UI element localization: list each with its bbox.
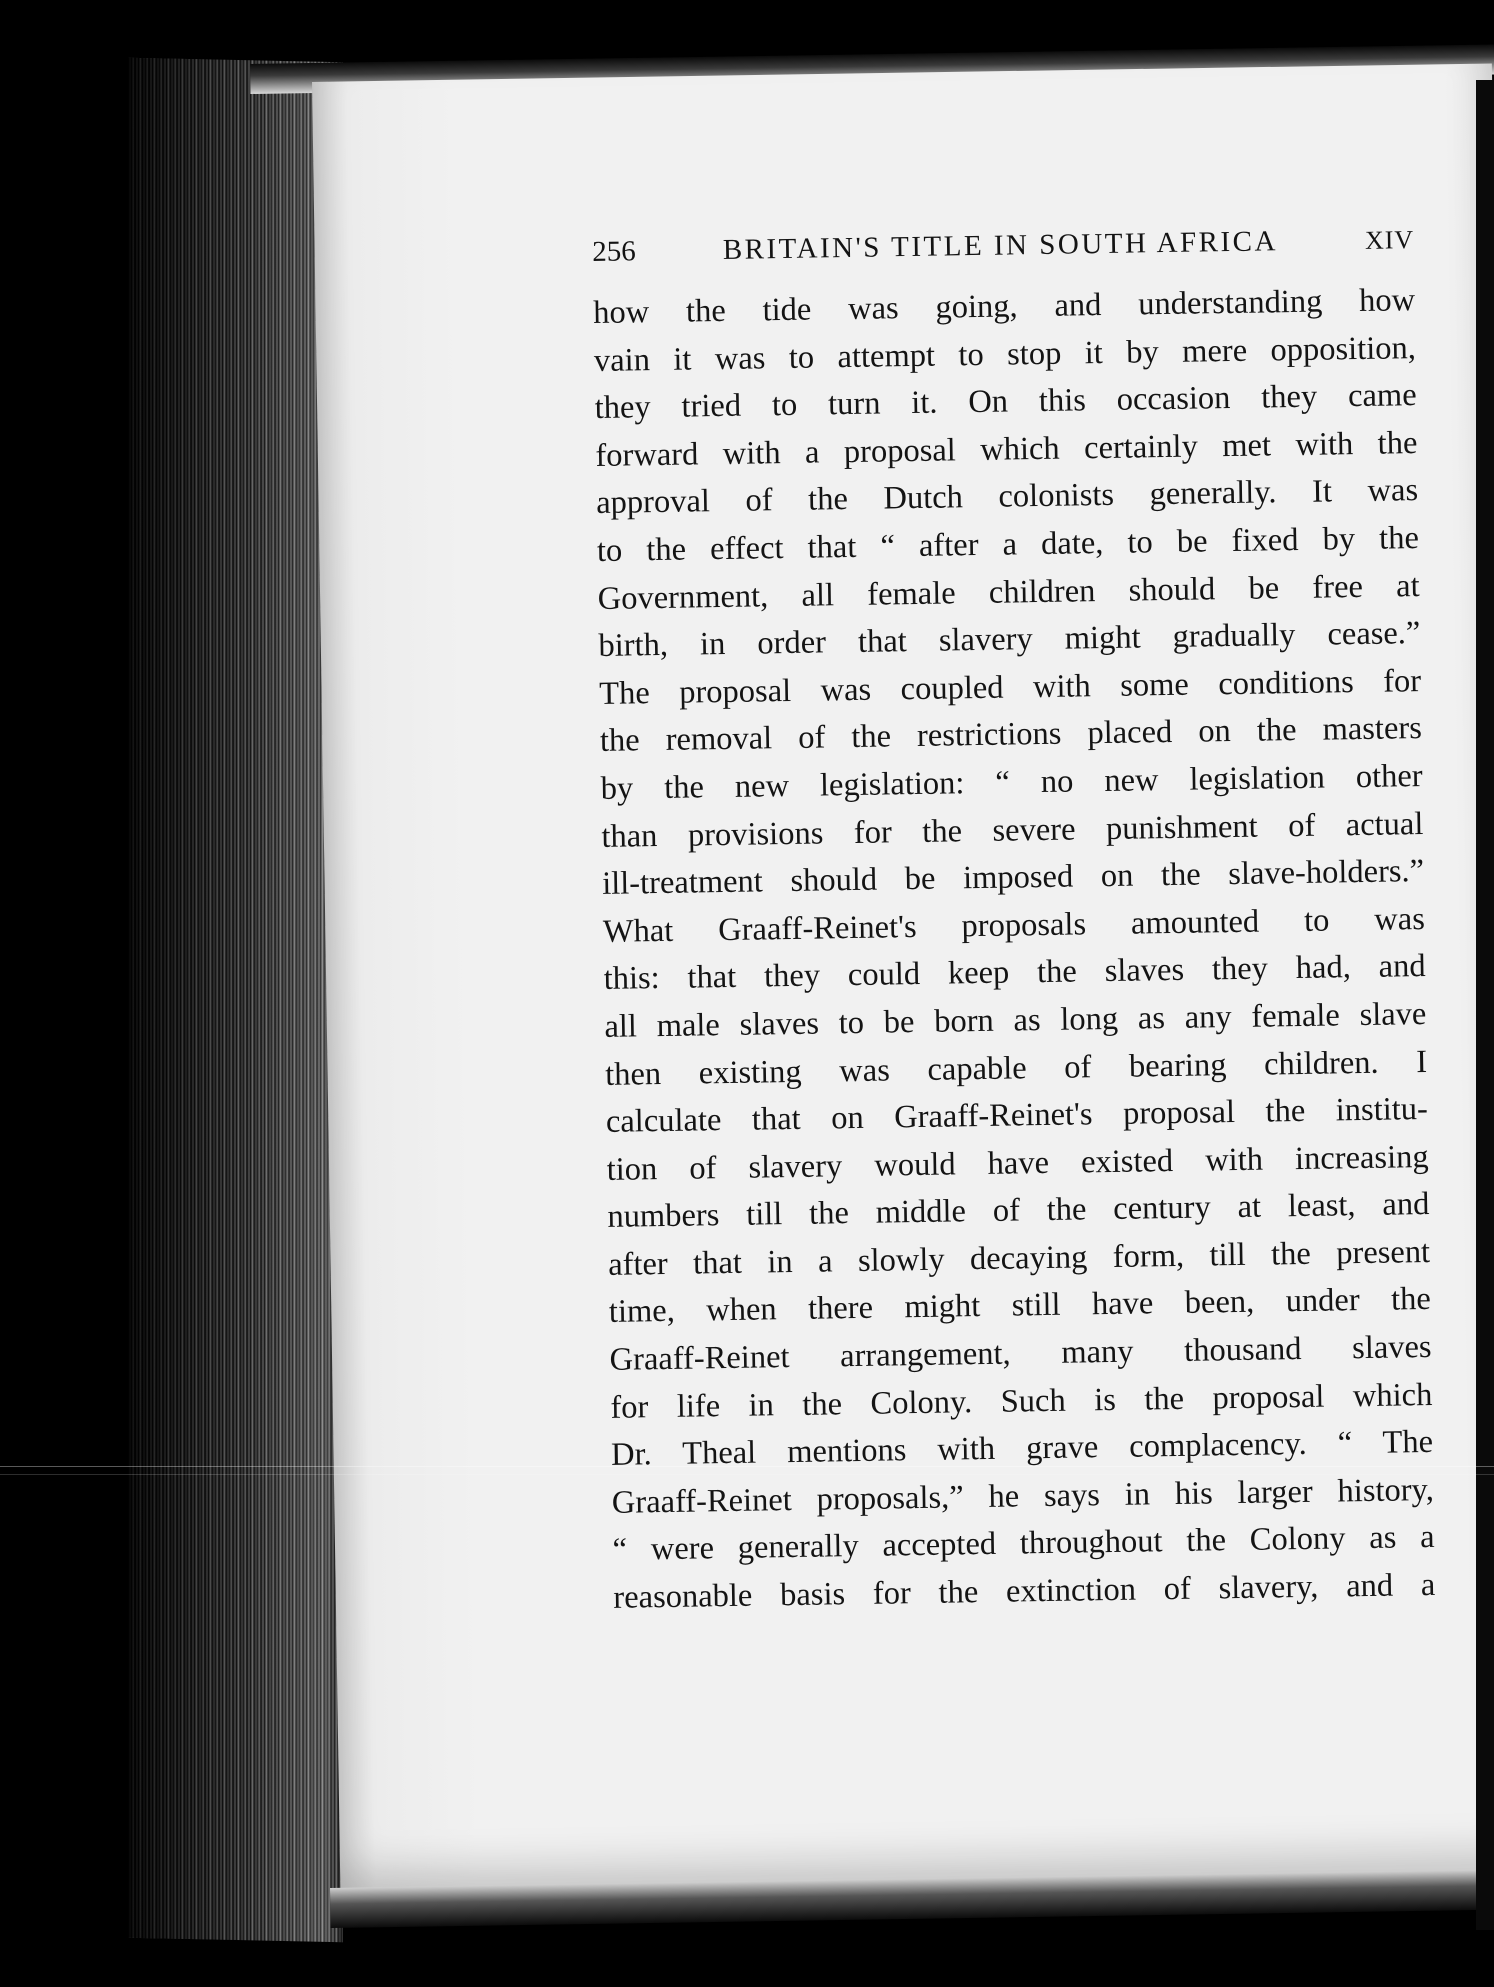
text-line: they tried to turn it. On this occasion they came [594, 377, 1417, 427]
text-line: tion of slavery would have existed with increasing [606, 1138, 1429, 1188]
text-line: numbers till the middle of the century at least, and [607, 1186, 1430, 1236]
text-line: What Graaff-Reinet's proposals amounted to was [602, 900, 1426, 950]
text-line: this: that they could keep the slaves they had, and [603, 948, 1426, 998]
text-line: forward with a proposal which certainly met with the [595, 424, 1418, 474]
text-line: than provisions for the severe punishment of actual [601, 805, 1424, 855]
text-line: Dr. Theal mentions with grave complacency. “ The [610, 1424, 1434, 1474]
text-line: approval of the Dutch colonists generally. It was [595, 472, 1419, 522]
running-title: BRITAIN'S TITLE IN SOUTH AFRICA [722, 225, 1279, 266]
text-line: the removal of the restrictions placed on the masters [599, 710, 1423, 760]
text-line: all male slaves to be born as long as any female slave [604, 995, 1427, 1045]
text-line: The proposal was coupled with some conditions for [598, 662, 1422, 712]
text-line: to the effect that “ after a date, to be fixed by the [596, 520, 1420, 569]
text-line: how the tide was going, and understanding how [592, 282, 1416, 331]
text-line: birth, in order that slavery might gradually cease.” [598, 615, 1421, 665]
text-line: Graaff-Reinet proposals,” he says in his larger history, [611, 1471, 1435, 1521]
text-line: calculate that on Graaff-Reinet's proposal the institu- [605, 1091, 1429, 1140]
text-line: “ were generally accepted throughout the Colony as a [612, 1519, 1435, 1569]
text-line: reasonable basis for the extinction of slavery, and a [613, 1566, 1436, 1616]
text-line: then existing was capable of bearing children. I [604, 1043, 1428, 1093]
text-line: ill-treatment should be imposed on the slave-holders.” [601, 853, 1425, 903]
page-content [592, 223, 1436, 1622]
chapter-number: XIV [1364, 225, 1415, 255]
text-line: after that in a slowly decaying form, till the present [607, 1233, 1431, 1283]
text-line: Graaff-Reinet arrangement, many thousand slaves [609, 1329, 1432, 1378]
text-line: vain it was to attempt to stop it by mere opposition, [593, 329, 1417, 379]
text-line: for life in the Colony. Such is the proposal which [610, 1376, 1433, 1426]
text-line: Government, all female children should be free at [597, 567, 1420, 617]
right-binding-shadow [1476, 80, 1494, 1930]
text-line: by the new legislation: “ no new legislation other [600, 757, 1423, 807]
body-text [593, 277, 1436, 1622]
text-line: time, when there might still have been, under the [608, 1281, 1432, 1331]
page-stack-edge [128, 58, 343, 1943]
page-number: 256 [592, 235, 636, 268]
